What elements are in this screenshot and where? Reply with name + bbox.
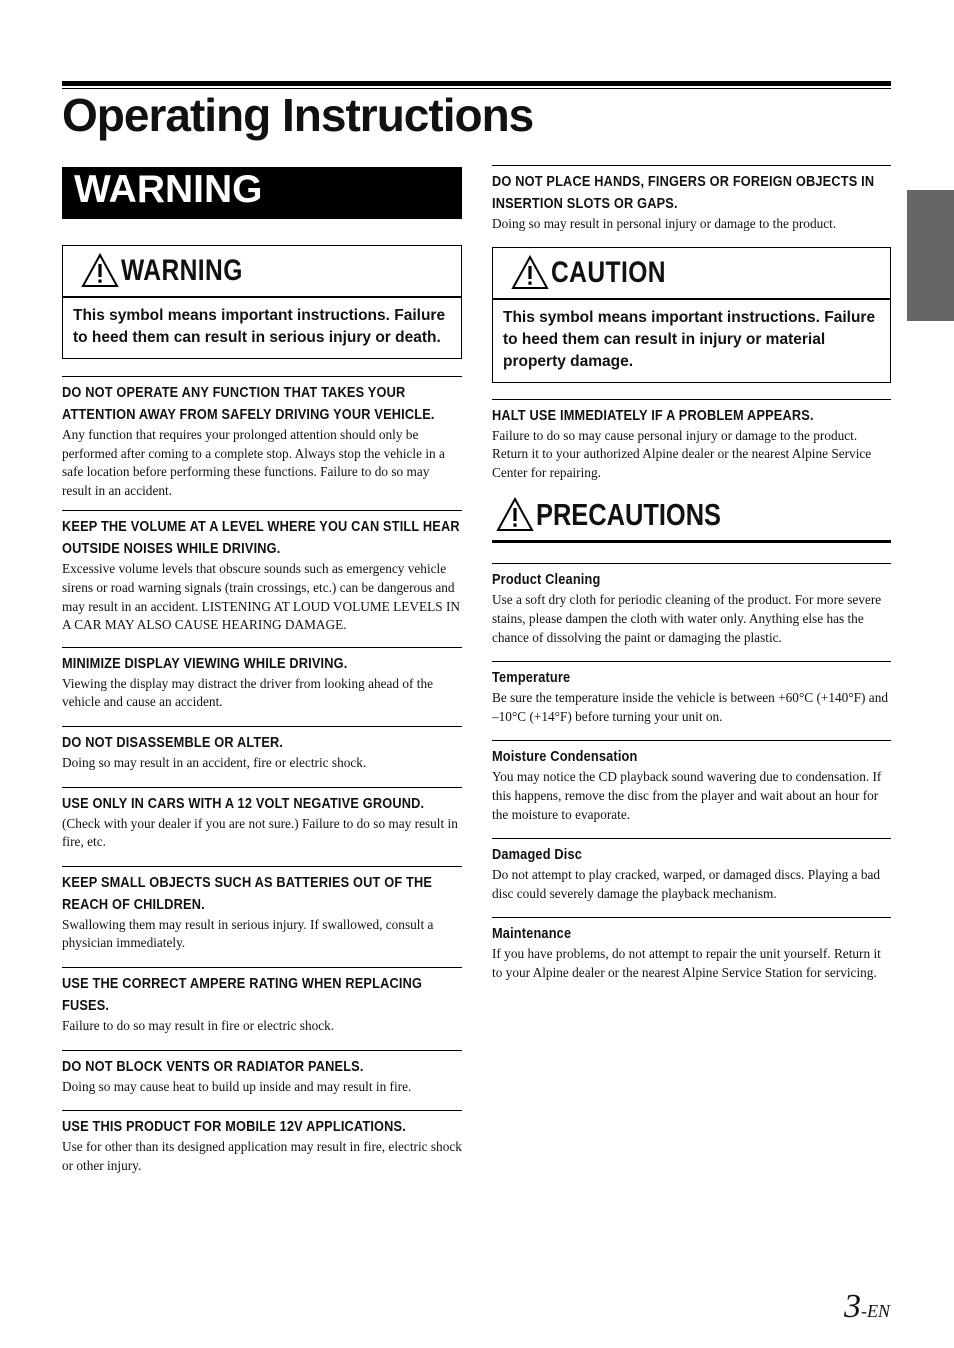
- caution-symbol-head: [493, 248, 890, 300]
- precautions-heading: [492, 490, 891, 543]
- section-tab: [907, 190, 954, 321]
- precaution-body: Do not attempt to play cracked, warped, or damaged discs. Playing a bad disc could severely damage the playback mechanism.: [492, 867, 881, 901]
- section: [62, 647, 462, 712]
- precaution-body: Be sure the temperature inside the vehicle is between +60°C (+140°F) and –10°C (+14°F) before turning your unit on.: [492, 690, 888, 724]
- section: [62, 787, 462, 852]
- caution-symbol-text: This symbol means important instructions. Failure to heed them can result in injury or material property damage.: [503, 308, 876, 370]
- section-title: DO NOT OPERATE ANY FUNCTION THAT TAKES YOUR ATTENTION AWAY FROM SAFELY DRIVING YOUR VEHICLE.: [62, 385, 435, 423]
- warning-symbol-head: [63, 246, 461, 298]
- caution-symbol-label: CAUTION: [551, 255, 666, 289]
- section-title: HALT USE IMMEDIATELY IF A PROBLEM APPEARS.: [492, 407, 814, 424]
- right-column: [492, 165, 891, 983]
- section-body: Doing so may cause heat to build up inside and may result in fire.: [62, 1078, 412, 1094]
- section: [62, 376, 462, 500]
- precaution-body: Use a soft dry cloth for periodic cleaning of the product. For more severe stains, please dampen the cloth with water only. Anything else has the chance of dissolving the paint or damaging the plastic.: [492, 592, 882, 645]
- section-title: USE THIS PRODUCT FOR MOBILE 12V APPLICATIONS.: [62, 1119, 406, 1136]
- precaution-item: [492, 661, 891, 726]
- section-title: DO NOT DISASSEMBLE OR ALTER.: [62, 734, 284, 751]
- section-body: Failure to do so may result in fire or electric shock.: [62, 1017, 335, 1033]
- section-body: Viewing the display may distract the driver from looking ahead of the vehicle and cause an accident.: [62, 675, 434, 710]
- section-title: MINIMIZE DISPLAY VIEWING WHILE DRIVING.: [62, 655, 348, 672]
- section-title: KEEP SMALL OBJECTS SUCH AS BATTERIES OUT OF THE REACH OF CHILDREN.: [62, 874, 433, 913]
- page-number-suffix: -EN: [861, 1301, 890, 1321]
- precaution-item: [492, 917, 891, 982]
- warning-triangle-icon: [81, 253, 119, 289]
- left-column: [62, 167, 462, 1175]
- page-number: [844, 1288, 890, 1326]
- top-rule: [62, 81, 891, 86]
- section-body: Any function that requires your prolonged attention should only be performed after coming to a complete stop. Always stop the vehicle in a safe location before performing these functions. Failure to do so may result in an accident.: [62, 427, 445, 498]
- section-title: DO NOT BLOCK VENTS OR RADIATOR PANELS.: [62, 1058, 364, 1075]
- section: [62, 1110, 462, 1175]
- precaution-title: Moisture Condensation: [492, 749, 638, 766]
- page-number-digit: 3: [844, 1288, 861, 1325]
- section-body: Use for other than its designed application may result in fire, electric shock or other injury.: [62, 1139, 462, 1173]
- precautions-label: PRECAUTIONS: [536, 497, 722, 533]
- precaution-title: Temperature: [492, 670, 571, 687]
- precaution-title: Damaged Disc: [492, 847, 583, 864]
- section-body: Swallowing them may result in serious injury. If swallowed, consult a physician immediately.: [62, 916, 434, 951]
- section-body: Failure to do so may cause personal injury or damage to the product. Return it to your authorized Alpine dealer or the nearest Alpine Service Center for repairing.: [492, 427, 872, 480]
- precaution-title: Maintenance: [492, 926, 572, 943]
- caution-triangle-icon: [511, 255, 549, 291]
- section-body: Doing so may result in an accident, fire or electric shock.: [62, 754, 367, 770]
- warning-symbol-box: [62, 245, 462, 359]
- precaution-item: [492, 563, 891, 647]
- warning-symbol-label: WARNING: [121, 254, 243, 287]
- precaution-item: [492, 740, 891, 824]
- warning-symbol-text: This symbol means important instructions. Failure to heed them can result in serious injury or death.: [73, 307, 446, 346]
- section-title: USE ONLY IN CARS WITH A 12 VOLT NEGATIVE GROUND.: [62, 795, 425, 812]
- section-title: DO NOT PLACE HANDS, FINGERS OR FOREIGN OBJECTS IN INSERTION SLOTS OR GAPS.: [492, 174, 875, 212]
- section-body: Excessive volume levels that obscure sounds such as emergency vehicle sirens or road warning signals (train crossings, etc.) can be dangerous and may result in an accident. LISTENING AT LOUD VOLUME LEVELS IN A CAR MAY ALSO CAUSE HEARING DAMAGE.: [62, 561, 460, 633]
- precaution-title: Product Cleaning: [492, 572, 601, 589]
- section-body: Doing so may result in personal injury or damage to the product.: [492, 216, 837, 231]
- page-title: Operating Instructions: [62, 89, 534, 141]
- warning-banner: WARNING: [62, 167, 462, 219]
- section: [62, 866, 462, 953]
- caution-symbol-box: [492, 247, 891, 383]
- precaution-item: [492, 838, 891, 903]
- precaution-body: If you have problems, do not attempt to repair the unit yourself. Return it to your Alpine dealer or the nearest Alpine Service Station for servicing.: [492, 946, 881, 980]
- section: [62, 510, 462, 634]
- section: [62, 726, 462, 773]
- precaution-body: You may notice the CD playback sound wavering due to condensation. If this happens, remove the disc from the player and wait about an hour for the moisture to evaporate.: [492, 769, 882, 822]
- precautions-triangle-icon: [496, 497, 534, 533]
- section-body: (Check with your dealer if you are not sure.) Failure to do so may result in fire, etc.: [62, 815, 458, 850]
- section: [62, 1050, 462, 1097]
- section: [492, 165, 891, 234]
- section: [62, 967, 462, 1036]
- section-title: USE THE CORRECT AMPERE RATING WHEN REPLACING FUSES.: [62, 975, 423, 1014]
- section-title: KEEP THE VOLUME AT A LEVEL WHERE YOU CAN STILL HEAR OUTSIDE NOISES WHILE DRIVING.: [62, 519, 460, 558]
- section: [492, 399, 891, 483]
